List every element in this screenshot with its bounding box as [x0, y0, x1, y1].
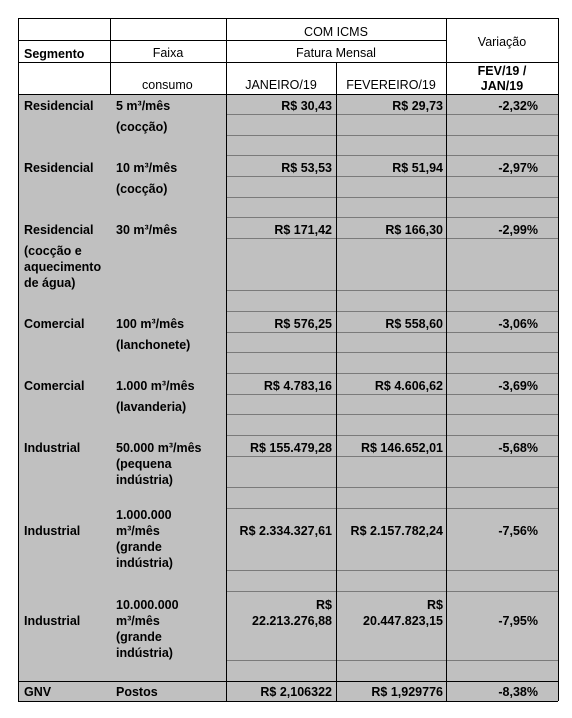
rule-col-fevereiro	[336, 62, 337, 701]
subrow-rule	[226, 290, 558, 291]
row-janeiro-value: R$ 4.783,16	[263, 379, 332, 393]
row-faixa: indústria)	[116, 473, 173, 487]
subrow-rule	[226, 435, 558, 436]
row-fevereiro-value: 20.447.823,15	[363, 614, 443, 628]
row-faixa: 5 m³/mês	[116, 99, 171, 113]
rule-under-com-icms	[226, 40, 446, 41]
row-faixa: indústria)	[116, 646, 173, 660]
header-fevereiro: FEVEREIRO/19	[346, 78, 436, 92]
row-janeiro-value: R$ 576,25	[274, 317, 332, 331]
row-faixa: 1.000 m³/mês	[116, 379, 195, 393]
rule-segment-header-left	[18, 40, 226, 41]
row-variacao-value: -2,32%	[498, 99, 538, 113]
subrow-rule	[226, 352, 558, 353]
header-segmento: Segmento	[24, 47, 85, 61]
row-faixa: 10 m³/mês	[116, 161, 178, 175]
row-segment: Industrial	[24, 614, 81, 628]
row-janeiro-value: R$	[316, 598, 332, 612]
header-janeiro: JANEIRO/19	[245, 78, 317, 92]
row-faixa: (lanchonete)	[116, 338, 191, 352]
row-variacao-value: -3,06%	[498, 317, 538, 331]
header-faixa: Faixa	[152, 46, 184, 60]
subrow-rule	[226, 217, 558, 218]
rule-col-variacao	[446, 18, 447, 701]
row-janeiro-value: R$ 155.479,28	[249, 441, 332, 455]
row-janeiro-value: R$ 2,106322	[260, 685, 332, 699]
row-variacao-value: -7,95%	[498, 614, 538, 628]
row-faixa: (grande	[116, 630, 162, 644]
subrow-rule	[226, 332, 558, 333]
header-consumo: consumo	[142, 78, 193, 92]
row-faixa: (cocção)	[116, 182, 168, 196]
row-faixa: (lavanderia)	[116, 400, 187, 414]
row-janeiro-value: R$ 2.334.327,61	[239, 524, 332, 538]
row-segment: GNV	[24, 685, 52, 699]
row-fevereiro-value: R$ 29,73	[392, 99, 443, 113]
subrow-rule	[226, 135, 558, 136]
subrow-rule	[226, 238, 558, 239]
row-variacao-value: -8,38%	[498, 685, 538, 699]
rule-before-gnv	[18, 681, 558, 682]
row-segment: Residencial	[24, 99, 94, 113]
row-fevereiro-value: R$ 4.606,62	[374, 379, 443, 393]
subrow-rule	[226, 570, 558, 571]
row-segment: Comercial	[24, 317, 85, 331]
rule-right	[558, 18, 559, 701]
row-faixa: 1.000.000	[116, 508, 172, 522]
rule-top	[18, 18, 558, 19]
row-faixa: (grande	[116, 540, 162, 554]
subrow-rule	[226, 508, 558, 509]
row-segment: Residencial	[24, 223, 94, 237]
row-segment: aquecimento	[24, 260, 102, 274]
subrow-rule	[226, 197, 558, 198]
row-segment: Residencial	[24, 161, 94, 175]
row-janeiro-value: R$ 53,53	[281, 161, 332, 175]
row-faixa: 50.000 m³/mês	[116, 441, 202, 455]
rule-left	[18, 18, 19, 701]
row-variacao-value: -5,68%	[498, 441, 538, 455]
subrow-rule	[226, 373, 558, 374]
rule-bottom	[18, 701, 558, 702]
row-segment: Industrial	[24, 524, 81, 538]
header-fatura-mensal: Fatura Mensal	[296, 46, 376, 60]
row-fevereiro-value: R$ 2.157.782,24	[350, 524, 443, 538]
subrow-rule	[226, 591, 558, 592]
subrow-rule	[226, 414, 558, 415]
row-variacao-value: -2,97%	[498, 161, 538, 175]
header-variacao: Variação	[477, 35, 527, 49]
row-segment: de água)	[24, 276, 76, 290]
row-segment: (cocção e	[24, 244, 82, 258]
row-fevereiro-value: R$ 558,60	[385, 317, 443, 331]
row-fevereiro-value: R$ 166,30	[385, 223, 443, 237]
header-var-period-2: JAN/19	[480, 79, 524, 93]
row-segment: Industrial	[24, 441, 81, 455]
subrow-rule	[226, 311, 558, 312]
row-variacao-value: -7,56%	[498, 524, 538, 538]
row-janeiro-value: R$ 30,43	[281, 99, 332, 113]
subrow-rule	[226, 114, 558, 115]
row-variacao-value: -2,99%	[498, 223, 538, 237]
rule-col-faixa	[110, 18, 111, 94]
subrow-rule	[226, 155, 558, 156]
row-fevereiro-value: R$ 51,94	[392, 161, 443, 175]
rule-col-janeiro	[226, 18, 227, 701]
row-faixa: 100 m³/mês	[116, 317, 185, 331]
row-faixa: indústria)	[116, 556, 173, 570]
row-faixa: (pequena	[116, 457, 172, 471]
subrow-rule	[226, 660, 558, 661]
row-fevereiro-value: R$	[427, 598, 443, 612]
header-com-icms: COM ICMS	[304, 25, 368, 39]
row-faixa: Postos	[116, 685, 158, 699]
row-fevereiro-value: R$ 146.652,01	[360, 441, 443, 455]
row-segment: Comercial	[24, 379, 85, 393]
row-faixa: 10.000.000	[116, 598, 179, 612]
rule-header-bottom	[18, 94, 558, 95]
row-faixa: m³/mês	[116, 614, 160, 628]
row-fevereiro-value: R$ 1,929776	[371, 685, 443, 699]
row-faixa: m³/mês	[116, 524, 160, 538]
row-faixa: (cocção)	[116, 120, 168, 134]
rule-under-segment-header	[18, 62, 558, 63]
row-faixa: 30 m³/mês	[116, 223, 178, 237]
row-janeiro-value: 22.213.276,88	[252, 614, 332, 628]
subrow-rule	[226, 394, 558, 395]
subrow-rule	[226, 176, 558, 177]
row-janeiro-value: R$ 171,42	[274, 223, 332, 237]
row-variacao-value: -3,69%	[498, 379, 538, 393]
subrow-rule	[226, 487, 558, 488]
header-var-period-1: FEV/19 /	[477, 64, 527, 78]
subrow-rule	[226, 456, 558, 457]
